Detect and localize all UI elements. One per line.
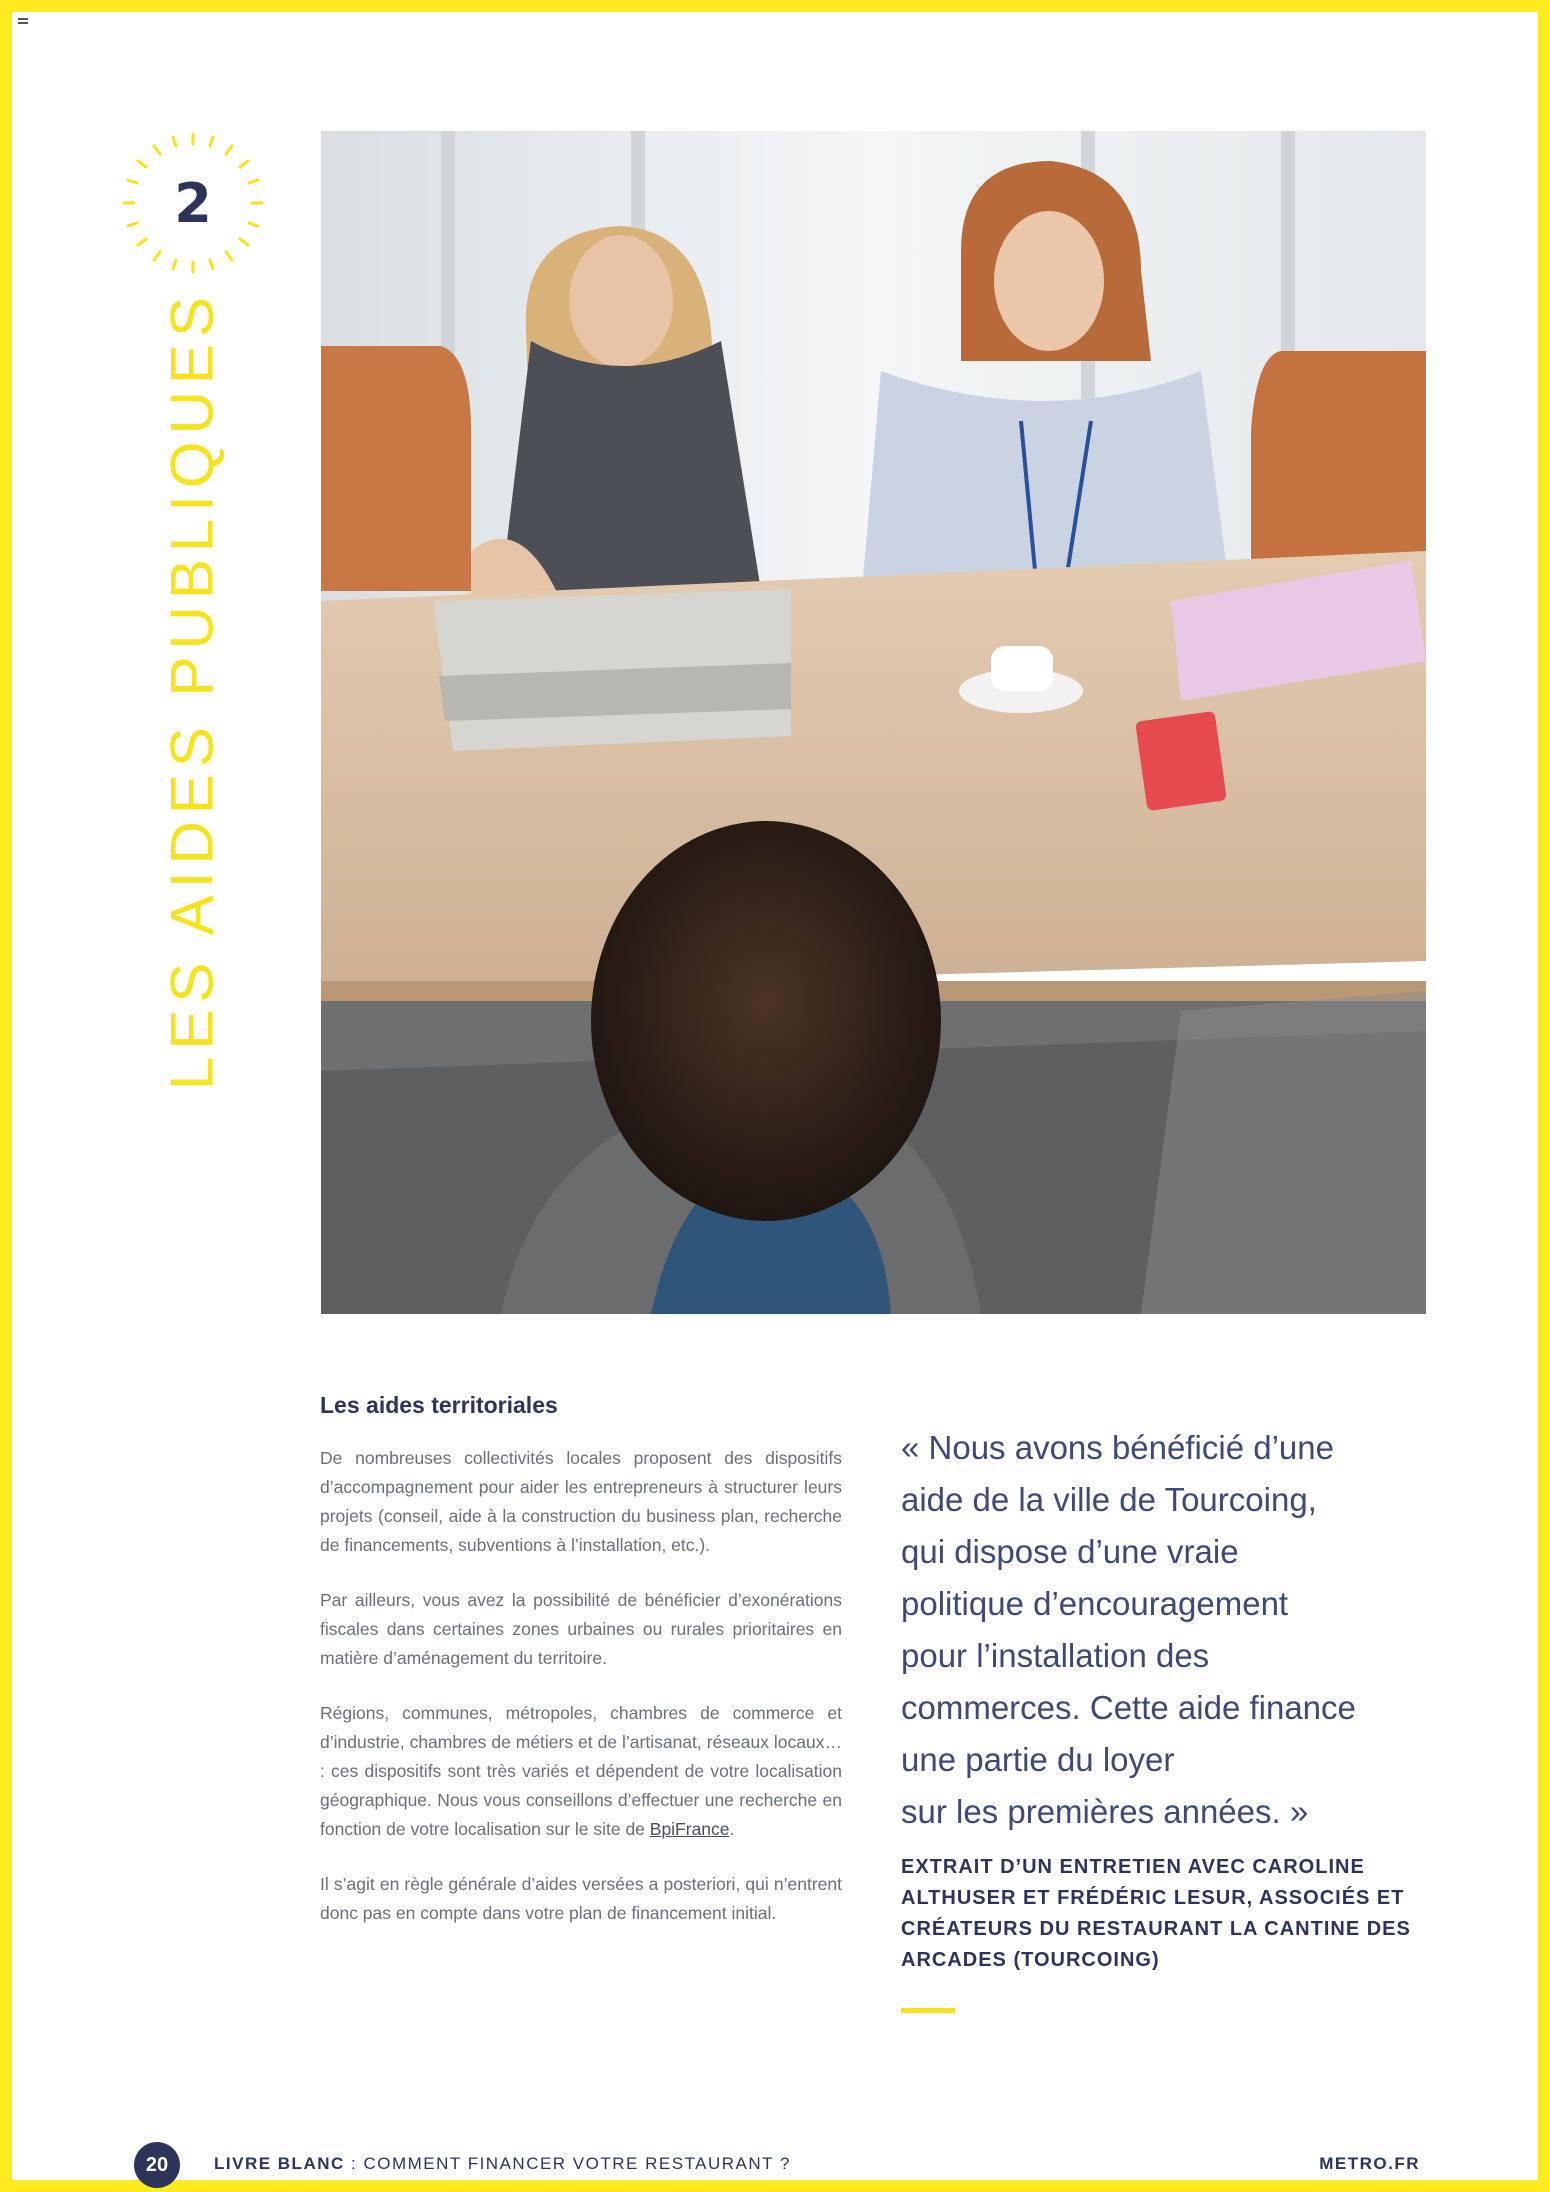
body-paragraph: Par ailleurs, vous avez la possibilité de bénéficier d’exonérations fiscales dans certaines zones urbaines ou rurales prioritaires en matière d’aménagement du territoire. — [320, 1590, 842, 1668]
body-paragraph: De nombreuses collectivités locales proposent des dispositifs d’accompagnement pour aider les entrepreneurs à structurer leurs projets (conseil, aide à la construction du business plan, recherche de financements, subventions à l’installation, etc.). — [320, 1448, 842, 1555]
body-text-column — [320, 1444, 842, 1954]
quote-text: « Nous avons bénéficié d’une aide de la ville de Tourcoing, qui dispose d’une vraie politique d’encouragement pour l’installation des commerces. Cette aide finance une partie du loyer sur les premières années. » — [901, 1429, 1356, 1830]
meeting-photo — [321, 131, 1426, 1314]
chapter-badge — [118, 128, 268, 278]
link-suffix: . — [729, 1819, 735, 1839]
section-heading: Les aides territoriales — [320, 1392, 558, 1418]
footer-title-bold: LIVRE BLANC — [214, 2154, 345, 2173]
bpifrance-link[interactable]: BpiFrance — [649, 1819, 730, 1839]
chapter-number: 2 — [174, 171, 212, 235]
page-number-badge: 20 — [134, 2142, 180, 2188]
footer-title-rest: : COMMENT FINANCER VOTRE RESTAURANT ? — [344, 2154, 791, 2173]
chapter-title: LES AIDES PUBLIQUES — [158, 290, 226, 1090]
footer-title — [214, 2154, 791, 2174]
menu-icon[interactable] — [18, 18, 28, 26]
quote-divider — [901, 2008, 955, 2013]
footer-site-link[interactable]: METRO.FR — [1319, 2154, 1420, 2173]
quote-source: EXTRAIT D’UN ENTRETIEN AVEC CAROLINE ALTHUSER ET FRÉDÉRIC LESUR, ASSOCIÉS ET CRÉATEURS DU RESTAURANT LA CANTINE DES ARCADES (TOURCOING) — [901, 1856, 1411, 1971]
body-paragraph — [320, 1699, 842, 1844]
pull-quote — [901, 1422, 1421, 1976]
body-paragraph-text: Régions, communes, métropoles, chambres de commerce et d’industrie, chambres de métiers et de l’artisanat, réseaux locaux… : ces dispositifs sont très variés et dépendent de votre localisation géographique. Nous vous conseillons d’effectuer une recherche en fonction de votre localisation sur le site de — [320, 1703, 842, 1839]
body-paragraph: Il s’agit en règle générale d’aides versées a posteriori, qui n’entrent donc pas en compte dans votre plan de financement initial. — [320, 1874, 842, 1923]
